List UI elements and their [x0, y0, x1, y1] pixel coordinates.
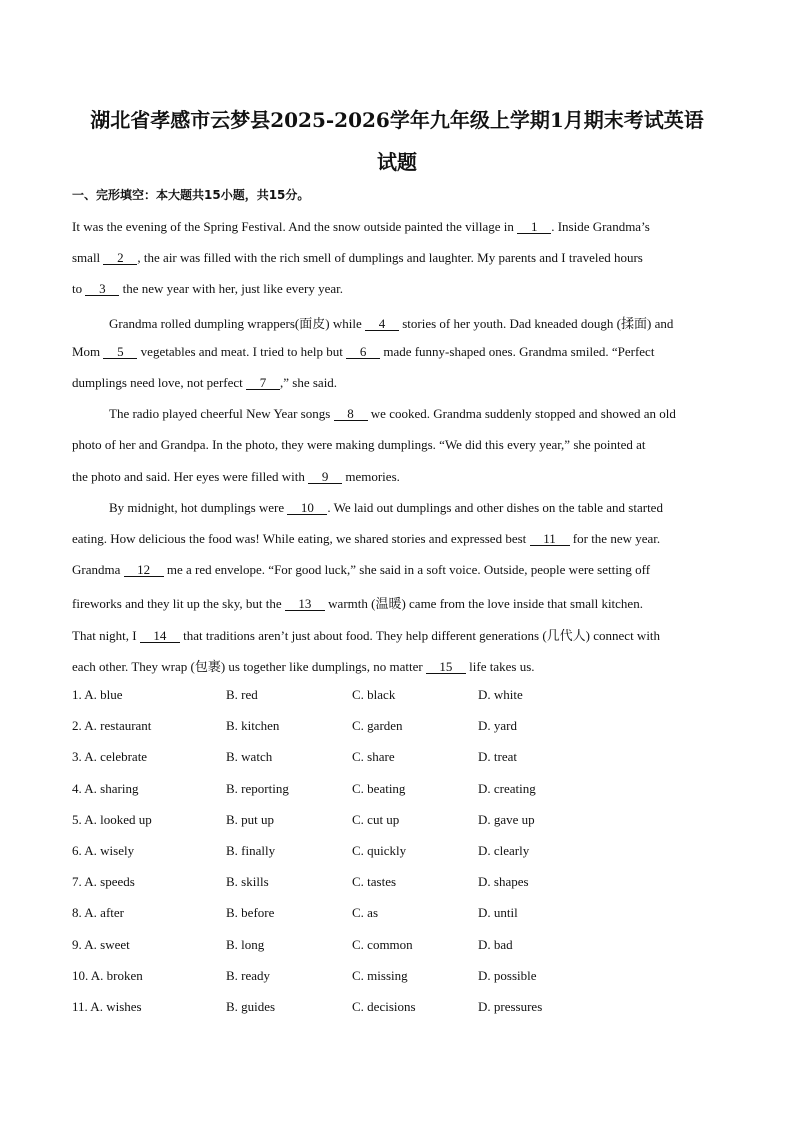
passage-line: [72, 593, 643, 612]
option-5-c: C. cut up: [352, 811, 400, 827]
passage-line: [72, 281, 343, 297]
blank-13: 13: [285, 597, 325, 611]
passage-text: stories of her youth. Dad kneaded dough (揉面) and: [398, 315, 674, 331]
option-10-c: C. missing: [352, 967, 408, 983]
option-3-d: D. treat: [478, 749, 517, 765]
passage-text: the photo and said. Her eyes were filled with: [72, 468, 309, 484]
option-11-c: C. decisions: [352, 999, 416, 1014]
option-4-d: D. creating: [478, 780, 536, 796]
option-3-c: C. share: [352, 749, 395, 765]
blank-3: 3: [85, 282, 119, 296]
option-11-b: B. guides: [226, 999, 276, 1014]
passage-text: we cooked. Grandma suddenly stopped and showed an old: [367, 406, 676, 422]
option-7-c: C. tastes: [352, 874, 397, 890]
option-9-b: B. long: [226, 936, 265, 952]
passage-text: By midnight, hot dumplings were: [109, 499, 288, 515]
passage-line: [72, 531, 660, 547]
passage-text: life takes us.: [465, 658, 535, 674]
passage-text: . Inside Grandma’s: [551, 219, 650, 234]
passage-line: [72, 562, 650, 578]
option-10-d: D. possible: [478, 967, 537, 983]
passage-text: for the new year.: [569, 531, 661, 546]
passage-text: memories.: [342, 468, 400, 484]
passage-text: ,” she said.: [280, 375, 338, 390]
option-8-a: 8. A. after: [72, 905, 124, 921]
option-8-d: D. until: [478, 905, 518, 921]
blank-8: 8: [334, 407, 368, 421]
passage-text: photo of her and Grandpa. In the photo, they were making dumplings. “We did this every year,” she pointed at: [72, 437, 646, 453]
passage-text: made funny-shaped ones. Grandma smiled. “Perfect: [380, 343, 655, 359]
passage-text: each other. They wrap (包裹) us together like dumplings, no matter: [72, 658, 426, 674]
option-5-d: D. gave up: [478, 811, 535, 827]
option-9-a: 9. A. sweet: [72, 936, 130, 952]
blank-12: 12: [124, 563, 164, 577]
passage-line: [109, 500, 663, 516]
blank-1: 1: [517, 220, 551, 234]
blank-5: 5: [103, 345, 137, 359]
option-6-a: 6. A. wisely: [72, 843, 135, 858]
blank-9: 9: [308, 470, 342, 484]
passage-text: Grandma rolled dumpling wrappers(面皮) while: [109, 315, 365, 331]
option-1-a: 1. A. blue: [72, 687, 123, 702]
option-5-a: 5. A. looked up: [72, 811, 152, 827]
passage-line: [109, 313, 673, 332]
exam-title-line-1: 湖北省孝感市云梦县2025-2026学年九年级上学期1月期末考试英语: [90, 108, 704, 132]
passage-text: the new year with her, just like every year.: [119, 281, 344, 297]
passage-text: . We laid out dumplings and other dishes on the table and started: [327, 499, 663, 515]
option-6-d: D. clearly: [478, 843, 530, 858]
option-1-c: C. black: [352, 687, 396, 702]
passage-text: Grandma: [72, 562, 124, 578]
passage-line: [72, 437, 646, 453]
option-4-a: 4. A. sharing: [72, 780, 139, 796]
passage-line: [72, 375, 337, 391]
passage-text: It was the evening of the Spring Festival. And the snow outside painted the village in: [72, 219, 518, 234]
passage-line: [72, 625, 660, 644]
option-3-b: B. watch: [226, 749, 273, 765]
option-2-c: C. garden: [352, 718, 403, 734]
blank-14: 14: [140, 629, 180, 643]
passage-line: [72, 250, 643, 266]
section-heading: 一、完形填空：本大题共15小题，共15分。: [72, 188, 310, 202]
option-7-a: 7. A. speeds: [72, 874, 135, 890]
option-1-b: B. red: [226, 687, 258, 702]
option-3-a: 3. A. celebrate: [72, 749, 148, 765]
passage-text: That night, I: [72, 627, 140, 643]
passage-line: [72, 344, 654, 360]
passage-text: Mom: [72, 343, 104, 359]
option-2-a: 2. A. restaurant: [72, 718, 152, 734]
option-11-d: D. pressures: [478, 999, 543, 1014]
option-8-b: B. before: [226, 905, 275, 921]
option-4-c: C. beating: [352, 780, 406, 796]
passage-text: warmth (温暖) came from the love inside that small kitchen.: [324, 596, 643, 612]
option-7-d: D. shapes: [478, 874, 529, 890]
passage-text: dumplings need love, not perfect: [72, 375, 247, 390]
passage-line: [72, 656, 535, 675]
option-5-b: B. put up: [226, 811, 275, 827]
option-11-a: 11. A. wishes: [72, 999, 142, 1014]
passage-text: , the air was filled with the rich smell of dumplings and laughter. My parents and I traveled hours: [137, 250, 643, 266]
passage-line: [72, 219, 650, 235]
blank-7: 7: [246, 376, 280, 390]
blank-4: 4: [365, 317, 399, 331]
passage-text: eating. How delicious the food was! While eating, we shared stories and expressed best: [72, 531, 530, 546]
option-10-a: 10. A. broken: [72, 967, 143, 983]
option-9-d: D. bad: [478, 936, 513, 952]
passage-text: The radio played cheerful New Year songs: [109, 406, 334, 422]
option-10-b: B. ready: [226, 967, 271, 983]
passage-text: that traditions aren’t just about food. They help different generations (几代人) connect with: [179, 627, 661, 643]
option-6-b: B. finally: [226, 843, 276, 858]
blank-11: 11: [530, 532, 570, 546]
passage-text: to: [72, 281, 86, 297]
option-2-b: B. kitchen: [226, 718, 280, 734]
passage-text: me a red envelope. “For good luck,” she said in a soft voice. Outside, people were setting off: [163, 562, 651, 578]
passage-line: [109, 406, 676, 422]
option-1-d: D. white: [478, 687, 523, 702]
passage-text: fireworks and they lit up the sky, but the: [72, 596, 285, 612]
passage-text: vegetables and meat. I tried to help but: [137, 343, 347, 359]
option-8-c: C. as: [352, 905, 378, 921]
option-9-c: C. common: [352, 936, 413, 952]
blank-15: 15: [426, 660, 466, 674]
blank-2: 2: [103, 251, 137, 265]
exam-title-line-2: 试题: [377, 150, 417, 174]
passage-text: small: [72, 250, 104, 266]
option-4-b: B. reporting: [226, 780, 289, 796]
blank-6: 6: [346, 345, 380, 359]
option-6-c: C. quickly: [352, 843, 407, 858]
passage-line: [72, 469, 400, 485]
option-7-b: B. skills: [226, 874, 269, 890]
option-2-d: D. yard: [478, 718, 517, 734]
blank-10: 10: [287, 501, 327, 515]
